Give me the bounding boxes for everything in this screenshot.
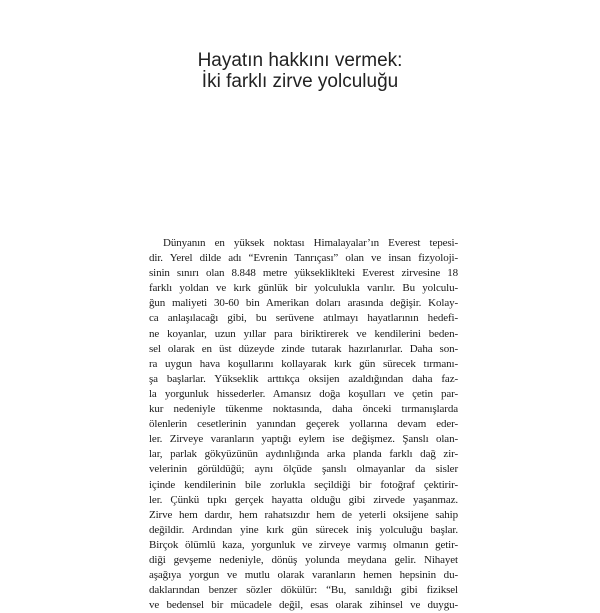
text-line: ler. Zirveye varanların yaptığı eylem ise değişmez. Şanslı olan- — [149, 433, 458, 446]
text-line: farklı yoldan ve kırk günlük bir yolculukla varılır. Bu yolculu- — [149, 282, 458, 295]
text-line: Birçok ölümlü kaza, yorgunluk ve zirveye varmış olmanın getir- — [149, 538, 458, 551]
text-line: ne koyanlar, uzun yıllar para biriktirerek ve kendilerini beden- — [149, 327, 458, 340]
text-line: sel olarak en üst düzeyde zinde tutarak hazırlanırlar. Daha son- — [149, 342, 458, 355]
text-line: sinin sınırı olan 8.848 metre yüksekliklteki Everest zirvesine 18 — [149, 267, 458, 280]
text-line: şa başlarlar. Yükseklik arttıkça oksijen azaldığından daha faz- — [149, 372, 458, 385]
text-line: değildir. Ardından yine kırk gün sürecek iniş yolculuğu başlar. — [149, 523, 458, 536]
text-line: diği gevşeme nedeniyle, dönüş yolunda meydana gelir. Nihayet — [149, 553, 458, 566]
text-line: Dünyanın en yüksek noktası Himalayalar’ın Everest tepesi- — [163, 237, 458, 249]
text-line: ca anlaşılacağı gibi, bu serüvene atılmayı hayatlarının hedefi- — [149, 312, 458, 325]
text-line: aşağıya yorgun ve mutlu olarak varanların hemen hepsinin du- — [149, 569, 458, 582]
body-paragraph — [149, 236, 458, 613]
text-line: daklarından benzer sözler dökülür: “Bu, sanıldığı gibi fiziksel — [149, 584, 458, 597]
text-line: ra uygun hava koşullarını kollayarak kırk gün sürecek tırmanı- — [149, 357, 458, 370]
text-line: ler. Çünkü tıpkı gerçek hayatta olduğu gibi zirvede yaşanmaz. — [149, 493, 458, 506]
text-line: kur nedeniyle tükenme noktasında, daha önceki tırmanışlarda — [149, 403, 458, 416]
chapter-title-line-1: Hayatın hakkını vermek: — [197, 50, 403, 71]
text-line: ğun maliyeti 30-60 bin Amerikan doları arasında değişir. Kolay- — [149, 297, 458, 310]
chapter-title-line-2: İki farklı zirve yolculuğu — [201, 71, 399, 92]
text-line: dir. Yerel dilde adı “Evrenin Tanrıçası” olan ve insan fizyoloji- — [149, 252, 458, 265]
text-line: velerinin görüldüğü; aynı ölçüde şanslı olmayanlar da sisler — [149, 463, 458, 476]
chapter-title — [140, 50, 460, 92]
text-line: Zirve hem dardır, hem rahatsızdır hem de yeterli oksijene sahip — [149, 508, 458, 521]
text-line: içinde kendilerinin bile zorlukla seçildiği bir fotoğraf çektirir- — [149, 478, 458, 491]
text-line: la yorgunluk hissederler. Amansız doğa koşulları ve çetin par- — [149, 387, 458, 400]
text-line: ve bedensel bir mücadele değil, esas olarak zihinsel ve duygu- — [149, 599, 458, 612]
text-line: lar, parlak gökyüzünün aydınlığında arka planda farklı dağ zir- — [149, 448, 458, 461]
text-line: ölenlerin cesetlerinin yanından geçerek yollarına devam eder- — [149, 418, 458, 431]
